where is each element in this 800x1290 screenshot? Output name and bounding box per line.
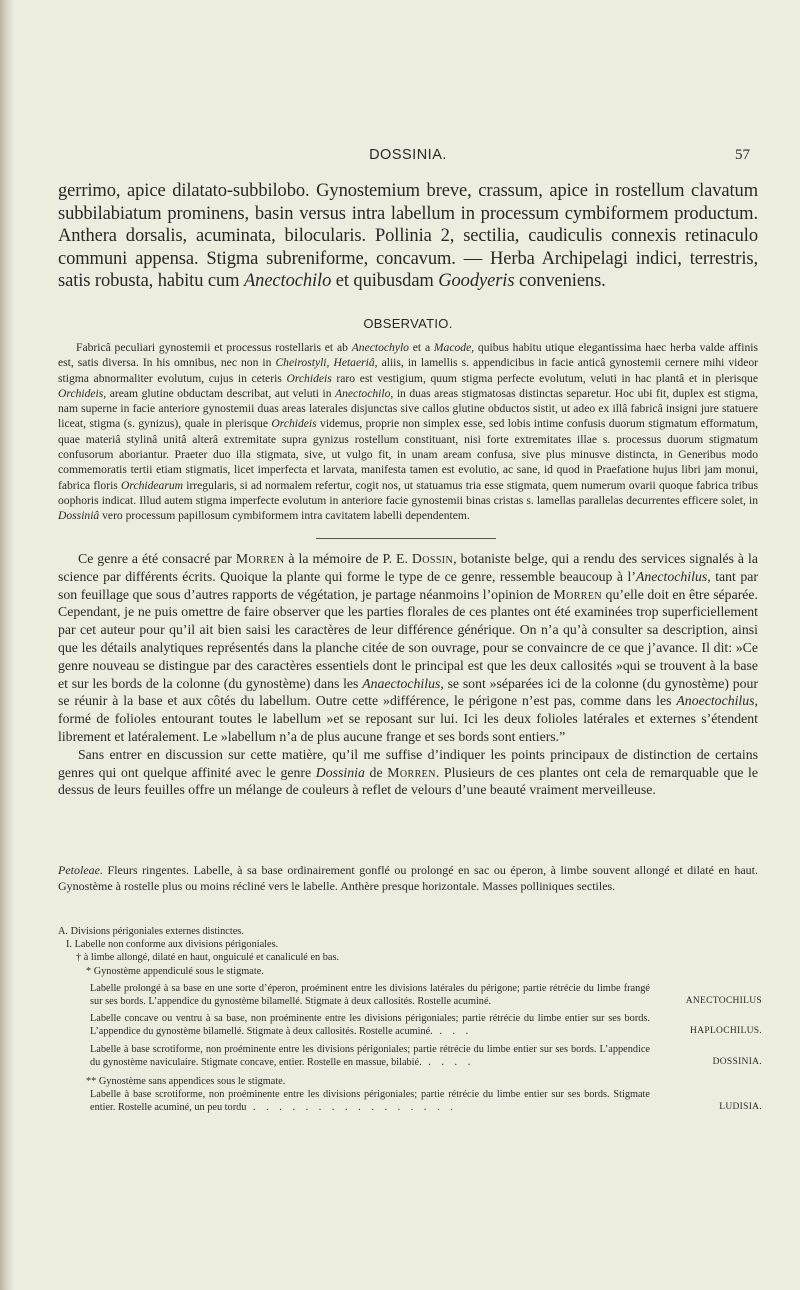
genus-name: Anoectochilus (676, 693, 755, 709)
genus-name: Cheirostyli, Hetaeriâ (275, 356, 375, 370)
latin-text: et quibusdam (331, 271, 439, 292)
genus-name: Goodyeris (438, 271, 515, 292)
genus-name: Anectochilus (635, 568, 708, 584)
key-entry-genus: LUDISIA. (719, 1102, 762, 1113)
author-name: Morren (387, 764, 436, 780)
key-entry-text: Labelle à base scrotiforme, non proéminente entre les divisions périgoniales; partie rétrécie du limbe entier sur ses bords. L’appendice du gynostème naviculaire. Stigmate concave, entier. Rostelle en massue, bilabié. (90, 1043, 650, 1068)
fr-text: de (364, 764, 388, 780)
genus-name: Orchideis (271, 417, 317, 431)
latin-description (58, 180, 758, 293)
key-heading-dagger: † à limbe allongé, dilaté en haut, onguiculé et canaliculé en bas. (76, 952, 340, 964)
obs-text: , in duas areas stigmatosas distinctas separetur. Hoc ubi fit, duplex est stigma, nam superne in facie anteriore gynostemii duas areas laterales disjunctas sive callos glutine obductos sistit, ut adeo ex illâ fabricâ insigni jure statuere liceat, stigma (s. gynizus), quale in plerisque (58, 386, 758, 431)
genus-name: Anectochylo (351, 341, 409, 354)
identification-key (58, 925, 762, 1115)
fr-text: Sans entrer en discussion sur cette matière, qu’il me suffise d’indiquer les points principaux de distinction de certains genres qui ont quelque affinité avec le genre (58, 746, 758, 780)
petoleae-text: Fleurs ringentes. Labelle, à sa base ordinairement gonflé ou prolongé en sac ou éperon, à limbe souvent allongé et dilaté en haut. Gynostème à rostelle plus ou moins récliné vers le labelle. Anthère presque horizontale. Masses polliniques sectiles. (58, 863, 758, 893)
obs-text: irregularis, si ad normalem refertur, cogit nos, ut statuamus tria esse stigmata, quem numerum ovarii quoque fabrica tribus oophoris indicat. Illud autem stigma imperfecte evolutum in anteriore facie gynostemii binas cristas s. lamellas parallelas decurrentes efficere solet, in (58, 478, 759, 507)
fr-text: , tant par son feuillage que sous d’autres rapports de végétation, je partage néanmoins l’opinion de (58, 568, 758, 602)
genus-name: Macode (433, 341, 472, 354)
leader-dots: . . . (432, 1026, 473, 1038)
fr-text: . Plusieurs de ces plantes ont cela de remarquable que le dessus de leurs feuilles offre un mélange de couleurs à reflet de velours d’une beauté vraiment merveilleuse. (58, 764, 758, 798)
section-divider (316, 538, 496, 539)
genus-name: Dossinia (315, 764, 365, 780)
leader-dots: . . . . . . . . . . . . . . . . (246, 1102, 457, 1114)
genus-name: Orchideis (58, 386, 104, 400)
obs-text: , aliis, in lamellis s. appendicibus in facie anticâ gynostemii cernere mihi videor stigma abnormaliter evolutum, cujus in ceteris (58, 356, 759, 385)
key-heading-a: A. Divisions périgoniales externes distinctes. (58, 926, 244, 937)
running-head (58, 147, 758, 167)
obs-text: raro est vestigium, quum stigma perfecte evolutum, veluti in hac plantâ et in plerisque (331, 371, 758, 385)
genus-name: Orchideis (286, 371, 332, 385)
obs-text: , quibus habitu utique elegantissima haec herba valde affinis est, satis diversa. In his omnibus, nec non in (58, 341, 758, 370)
running-title: DOSSINIA. (369, 147, 447, 163)
key-entry (90, 1043, 762, 1069)
obs-text: vero processum papillosum cymbiformem intra cavitatem labelli dependentem. (99, 509, 470, 523)
obs-text: Fabricâ peculiari gynostemii et processus rostellaris et ab (76, 341, 352, 354)
key-heading-double-star: ** Gynostème sans appendices sous le stigmate. (86, 1076, 286, 1088)
fr-text: Ce genre a été consacré par (78, 551, 236, 566)
obs-text: et a (408, 341, 434, 354)
key-entry-genus: HAPLOCHILUS. (690, 1026, 762, 1037)
tribe-name: Petoleae. (58, 863, 103, 877)
book-gutter (0, 0, 14, 1290)
key-entry (90, 982, 762, 1008)
genus-name: Orchidearum (121, 478, 184, 492)
fr-text: , botaniste belge, qui a rendu des services signalés à la science par différents écrits. Quoique la plante qui forme le type de ce genre, ressemble beaucoup à l’ (58, 551, 758, 584)
key-entry-text: Labelle à base scrotiforme, non proéminente entre les divisions périgoniales; partie rétrécie du limbe entier sur ses bords. Stigmate entier. Rostelle acuminé, un peu tordu (90, 1089, 650, 1114)
key-entry-genus: ANECTOCHILUS (685, 996, 762, 1007)
obs-text: videmus, proprie non simplex esse, sed lobis intime confusis duorum stigmatum efformatum, quae materiâ stylinâ unitâ alterâ extremitate supra gynizus rostellum constituant, nisi forte extremitates illae s. processus duorum stigmatum confusorum aboriantur. Praeter duo illa stigmata, sive, ut vulgo fit, in unam aream confusa, sive plus minusve distincta, in Generibus modo commemoratis tertii etiam stigmatis, licet imperfecta et larvata, manifesta tamen est evolutio, ac sane, id quod in Praefatione hujus libri jam monui, fabrica floris (58, 417, 758, 492)
page-number: 57 (735, 147, 750, 163)
author-name: Dossin (411, 551, 454, 566)
genus-name: Anectochilo (335, 386, 391, 400)
observatio-text (58, 340, 758, 524)
key-entry-text: Labelle concave ou ventru à sa base, non proéminente entre les divisions périgoniales; partie rétrécie du limbe entier sur ses bords. L’appendice du gynostème bilamellé. Stigmate à deux callosités. Rostelle acuminé. (90, 1013, 650, 1038)
petoleae-description (58, 862, 758, 894)
fr-text: , formé de folioles entourant toutes le labellum »et se reposant sur lui. Ici les deux folioles latérales et externes s’étendent librement et latéralement. Le »labellum n’a de plus aucune frange et ses bords sont entiers.” (58, 693, 758, 744)
latin-text: gerrimo, apice dilatato-subbilobo. Gynostemium breve, crassum, apice in rostellum clavatum subbilabiatum prominens, basin versus intra labellum in processum cymbiformem productum. Anthera dorsalis, acuminata, bilocularis. Pollinia 2, sectilia, caudiculis connexis retinaculo communi appensa. Stigma subreniforme, concavum. — Herba Archipelagi indici, terrestris, satis robusta, habitu cum (58, 181, 758, 292)
key-heading-star: * Gynostème appendiculé sous le stigmate. (86, 965, 264, 977)
key-entry (90, 1012, 762, 1038)
obs-text: , aream glutine obductam describat, aut veluti in (103, 386, 336, 400)
key-entry (90, 1088, 762, 1114)
key-entry-genus: DOSSINIA. (712, 1056, 762, 1067)
latin-text: conveniens. (514, 271, 606, 292)
genus-name: Anectochilo (243, 271, 332, 292)
leader-dots: . . . . (421, 1056, 475, 1068)
key-heading-i: I. Labelle non conforme aux divisions périgoniales. (66, 939, 279, 951)
author-name: Morren (553, 586, 603, 602)
author-name: Morren (235, 551, 285, 566)
fr-text: à la mémoire de P. E. (284, 551, 412, 566)
genus-name: Anaectochilus (362, 675, 441, 691)
key-entry-text: Labelle prolongé à sa base en une sorte d’éperon, proéminent entre les divisions latérales du périgone; partie rétrécie du limbe frangé sur ses bords. L’appendice du gynostème bilamellé. Stigmate à deux callosités. Rostelle acuminé. (90, 982, 650, 1008)
fr-text: , se sont »séparées ici de la colonne (du gynostème) pour se réunir à la base et aux côtés du labellum. Outre cette »différence, le périgone n’est pas, comme dans les (58, 675, 758, 709)
fr-text: qu’elle doit en être séparée. Cependant, je ne puis omettre de faire observer que les parties florales de ces plantes ont été examinées trop superficiellement par cet auteur pour qu’il ait bien saisi les caractères de leur différence générique. On n’a qu’à consulter sa description, ainsi que les détails analytiques représentés dans la planche citée de son ouvrage, pour se convaincre de ce que j’avance. Il dit: »Ce genre nouveau se distingue par des caractères essentiels dont le principal est que les deux callosités »qui se trouvent à la base et sur les bords de la colonne (du gynostème) dans les (58, 586, 758, 691)
observatio-heading: OBSERVATIO. (363, 316, 453, 331)
french-commentary (58, 550, 758, 799)
genus-name: Dossiniâ (58, 509, 100, 523)
